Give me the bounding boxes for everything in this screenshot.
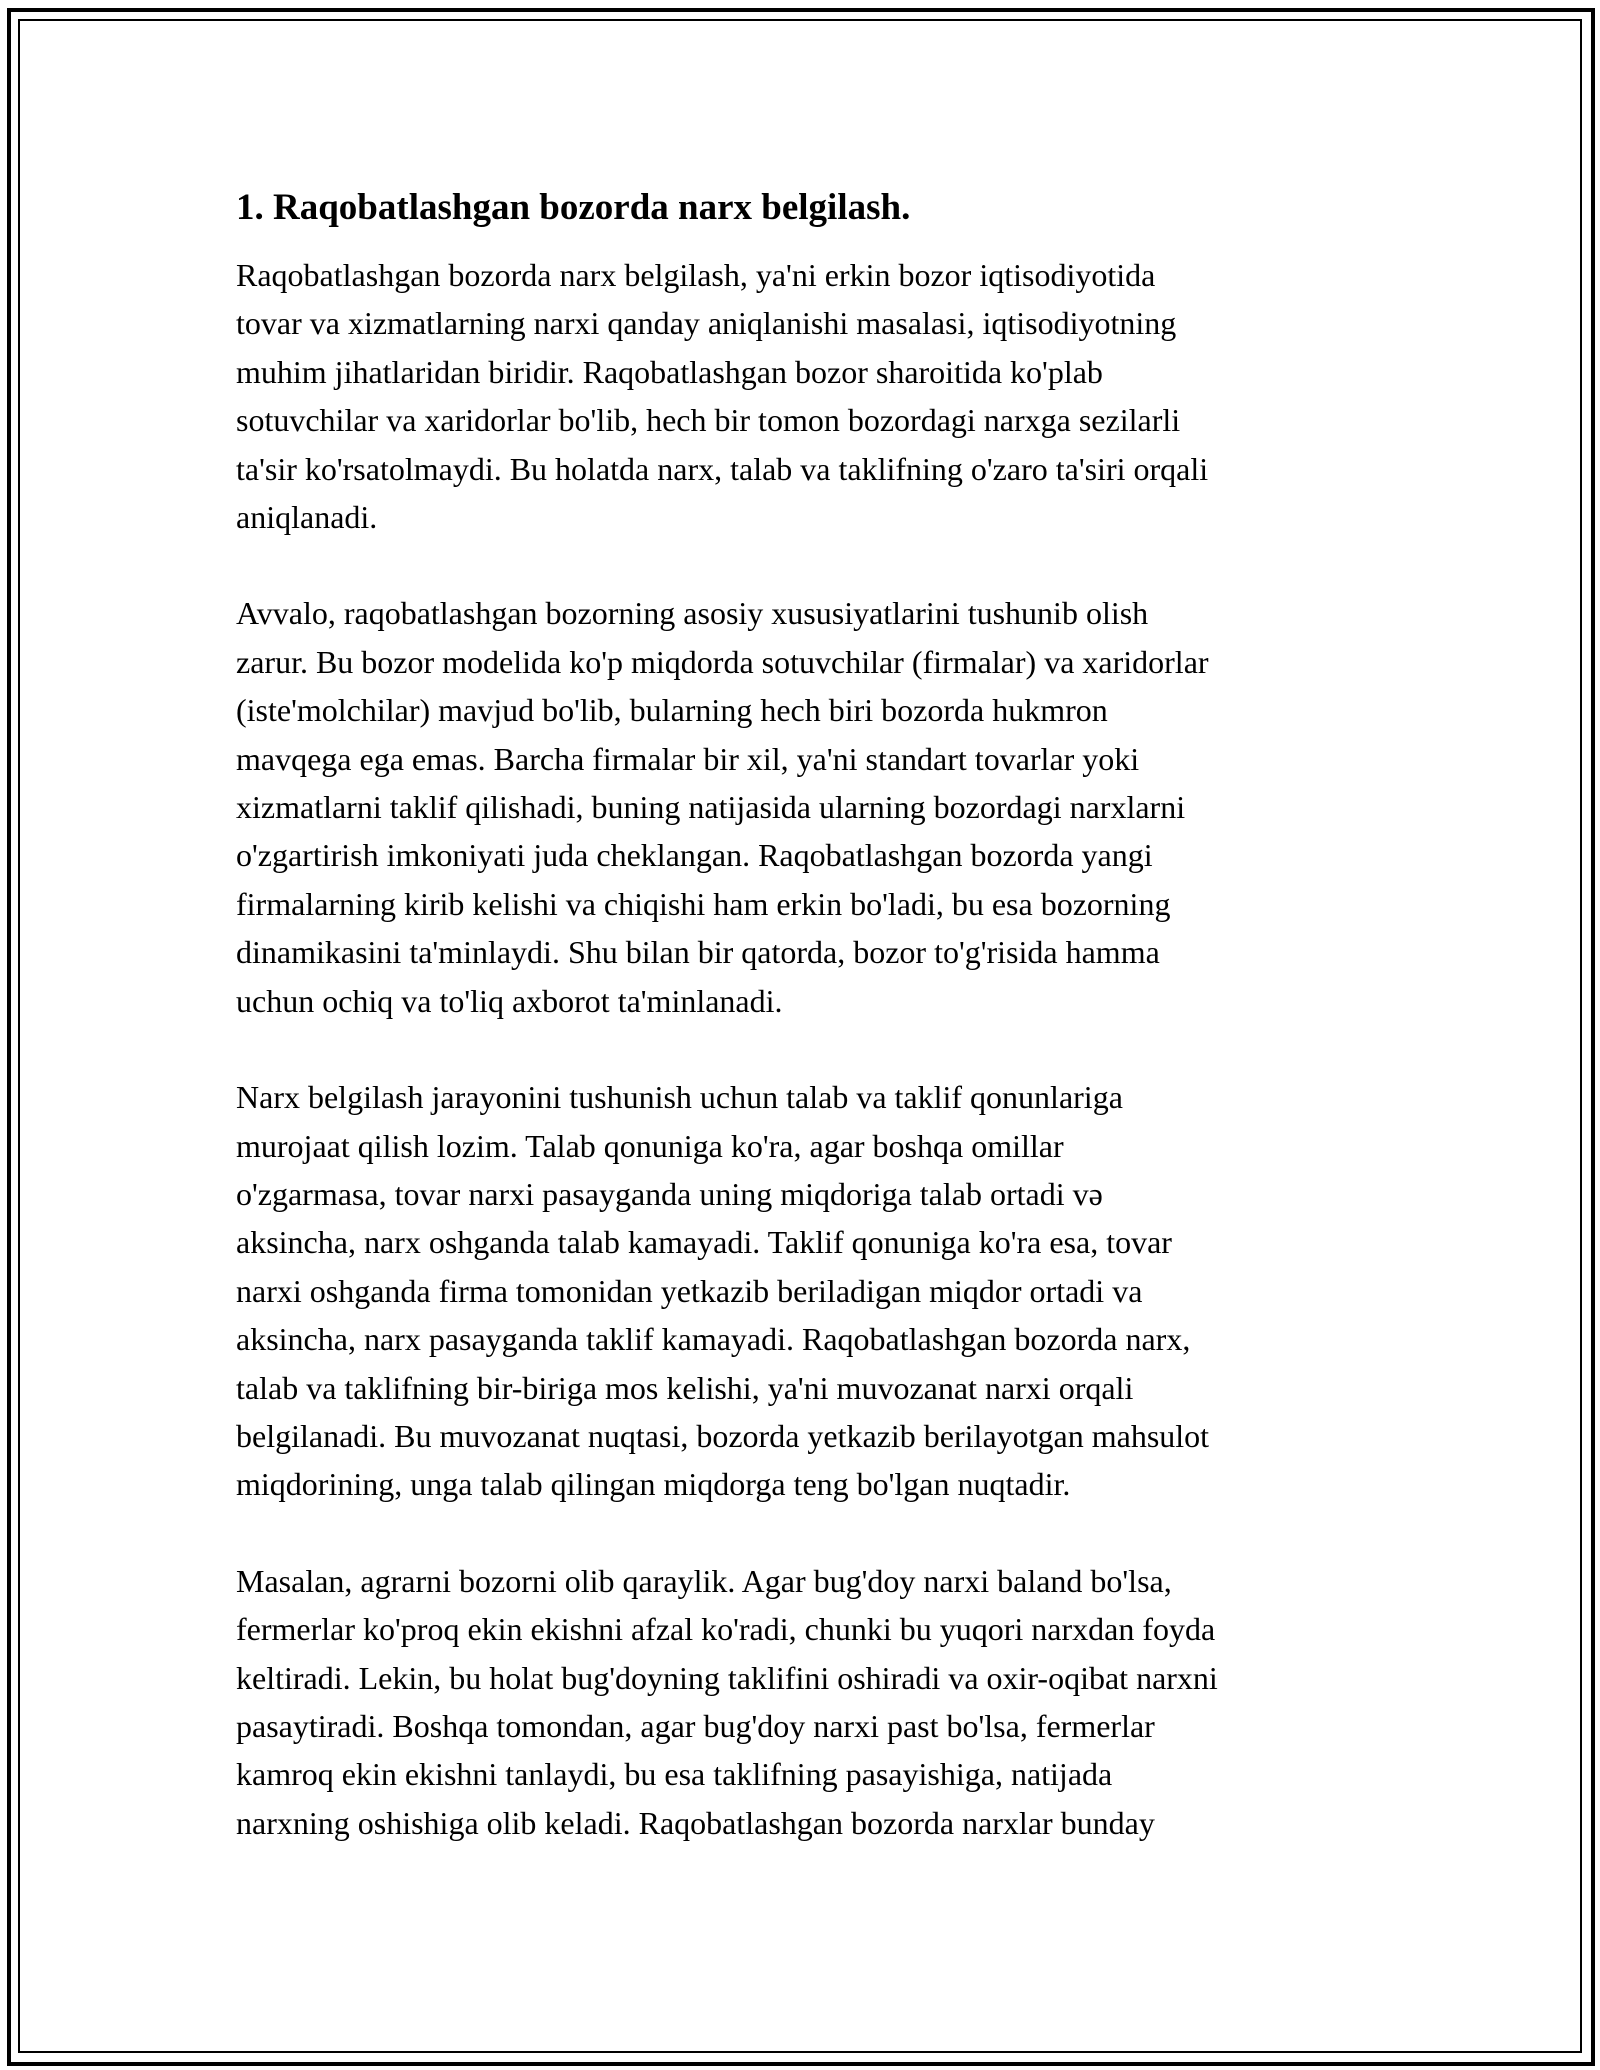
text-line: o'zgarmasa, tovar narxi pasayganda uning miqdoriga talab ortadi və	[236, 1175, 1103, 1212]
text-line: Raqobatlashgan bozorda narx belgilash, ya'ni erkin bozor iqtisodiyotida	[236, 257, 1156, 293]
text-line: Masalan, agrarni bozorni olib qaraylik. Agar bug'doy narxi baland bo'lsa,	[236, 1562, 1172, 1599]
text-line: narxi oshganda firma tomonidan yetkazib beriladigan miqdor ortadi va	[236, 1272, 1143, 1309]
text-line: Avvalo, raqobatlashgan bozorning asosiy xususiyatlarini tushunib olish	[236, 595, 1149, 632]
text-line: ta'sir ko'rsatolmaydi. Bu holatda narx, talab va taklifning o'zaro ta'siri orqali	[236, 450, 1209, 487]
text-line: (iste'molchilar) mavjud bo'lib, bularning hech biri bozorda hukmron	[236, 692, 1108, 729]
paragraph-3	[236, 1073, 1366, 1509]
paragraph-2	[236, 589, 1366, 1025]
text-line: murojaat qilish lozim. Talab qonuniga ko'ra, agar boshqa omillar	[236, 1127, 1064, 1164]
text-line: firmalarning kirib kelishi va chiqishi ham erkin bo'ladi, bu esa bozorning	[236, 885, 1171, 922]
text-line: sotuvchilar va xaridorlar bo'lib, hech bir tomon bozordagi narxga sezilarli	[236, 402, 1181, 439]
text-line: narxning oshishiga olib keladi. Raqobatlashgan bozorda narxlar bunday	[236, 1804, 1155, 1841]
text-line: tovar va xizmatlarning narxi qanday aniqlanishi masalasi, iqtisodiyotning	[236, 305, 1177, 342]
text-line: aksincha, narx pasayganda taklif kamayadi. Raqobatlashgan bozorda narx,	[236, 1321, 1191, 1358]
document-body	[236, 185, 1366, 1895]
text-line: Narx belgilash jarayonini tushunish uchun talab va taklif qonunlariga	[236, 1079, 1123, 1116]
text-line: muhim jihatlaridan biridir. Raqobatlashgan bozor sharoitida ko'plab	[236, 353, 1103, 390]
text-line: kamroq ekin ekishni tanlaydi, bu esa taklifning pasayishiga, natijada	[236, 1756, 1113, 1793]
text-line: belgilanadi. Bu muvozanat nuqtasi, bozorda yetkazib berilayotgan mahsulot	[236, 1417, 1210, 1454]
text-line: dinamikasini ta'minlaydi. Shu bilan bir qatorda, bozor to'g'risida hamma	[236, 934, 1160, 971]
text-line: fermerlar ko'proq ekin ekishni afzal ko'radi, chunki bu yuqori narxdan foyda	[236, 1611, 1216, 1648]
paragraph-4	[236, 1557, 1366, 1847]
text-line: aksincha, narx oshganda talab kamayadi. Taklif qonuniga ko'ra esa, tovar	[236, 1224, 1172, 1261]
text-line: mavqega ega emas. Barcha firmalar bir xil, ya'ni standart tovarlar yoki	[236, 740, 1140, 777]
text-line: talab va taklifning bir-biriga mos kelishi, ya'ni muvozanat narxi orqali	[236, 1369, 1134, 1406]
text-line: pasaytiradi. Boshqa tomondan, agar bug'doy narxi past bo'lsa, fermerlar	[236, 1707, 1155, 1744]
text-line: keltiradi. Lekin, bu holat bug'doyning taklifini oshiradi va oxir-oqibat narxni	[236, 1659, 1218, 1696]
text-line: xizmatlarni taklif qilishadi, buning natijasida ularning bozordagi narxlarni	[236, 789, 1186, 826]
text-line: zarur. Bu bozor modelida ko'p miqdorda sotuvchilar (firmalar) va xaridorlar	[236, 643, 1209, 680]
text-line: miqdorining, unga talab qilingan miqdorga teng bo'lgan nuqtadir.	[236, 1466, 1071, 1503]
paragraph-1	[236, 251, 1366, 541]
section-heading: 1. Raqobatlashgan bozorda narx belgilash.	[236, 187, 911, 228]
text-line: uchun ochiq va to'liq axborot ta'minlanadi.	[236, 982, 783, 1019]
text-line: o'zgartirish imkoniyati juda cheklangan. Raqobatlashgan bozorda yangi	[236, 837, 1153, 874]
text-line: aniqlanadi.	[236, 499, 378, 536]
